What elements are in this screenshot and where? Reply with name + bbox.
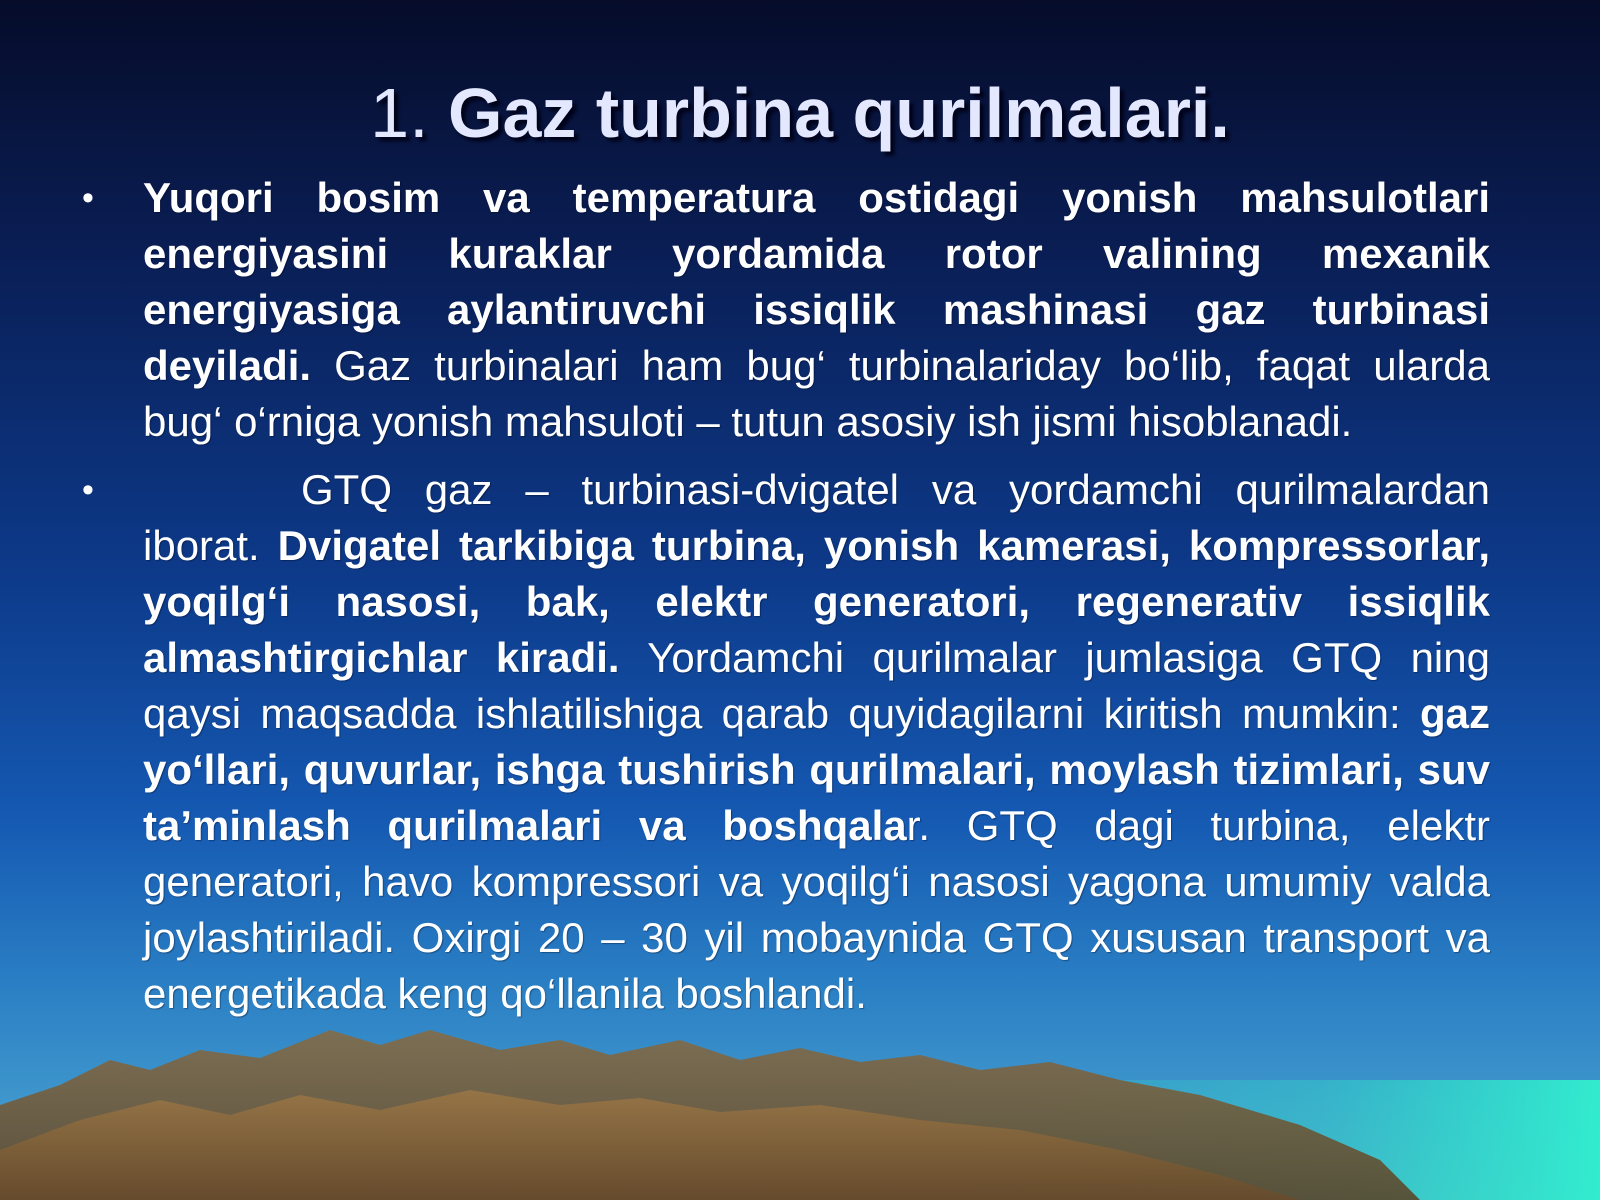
bullet-icon: • (82, 471, 94, 509)
text-run: Gaz turbinalari ham bug‘ turbinalariday bo‘lib, faqat ularda bug‘ o‘rniga yonish mahsuloti – tutun asosiy ish jismi hisoblanadi. (143, 342, 1490, 445)
text-run-bold: Dvigatel tarkibiga turbina, yonish kamerasi, kompressorlar, yoqilg‘i nasosi, bak, elektr generatori, regenerativ issiqlik almashtirgichlar kiradi. (143, 522, 1490, 681)
slide-title (0, 68, 1600, 158)
text-run-bold: Yuqori bosim va temperatura ostidagi yonish mahsulotlari energiyasini kuraklar yordamida rotor valining mexanik energiyasiga aylantiruvchi issiqlik mashinasi gaz turbinasi deyiladi. (143, 174, 1490, 389)
bullet-paragraph-2 (143, 462, 1490, 1022)
bullet-paragraph-1 (143, 170, 1490, 450)
text-run-bold: gaz yo‘llari, quvurlar, ishga tushirish qurilmalari, moylash tizimlari, suv ta’minlash qurilmalari va boshqala (143, 690, 1490, 849)
bullet-list (82, 170, 1490, 1034)
title-text: Gaz turbina qurilmalari. (448, 74, 1230, 152)
title-number: 1. (370, 74, 429, 152)
bullet-item-1 (82, 170, 1490, 450)
bullet-icon: • (82, 179, 94, 217)
text-run: Yordamchi qurilmalar jumlasiga GTQ ning qaysi maqsadda ishlatilishiga qarab quyidagilarni kiritish mumkin: (143, 634, 1490, 737)
text-run: r. GTQ dagi turbina, elektr generatori, havo kompressori va yoqilg‘i nasosi yagona umumiy valda joylashtiriladi. Oxirgi 20 – 30 yil mobaynida GTQ xususan transport va energetikada keng qo‘llanila boshlandi. (143, 802, 1490, 1017)
text-run: GTQ gaz – turbinasi-dvigatel va yordamchi qurilmalardan iborat. (143, 466, 1490, 569)
bullet-item-2 (82, 462, 1490, 1022)
